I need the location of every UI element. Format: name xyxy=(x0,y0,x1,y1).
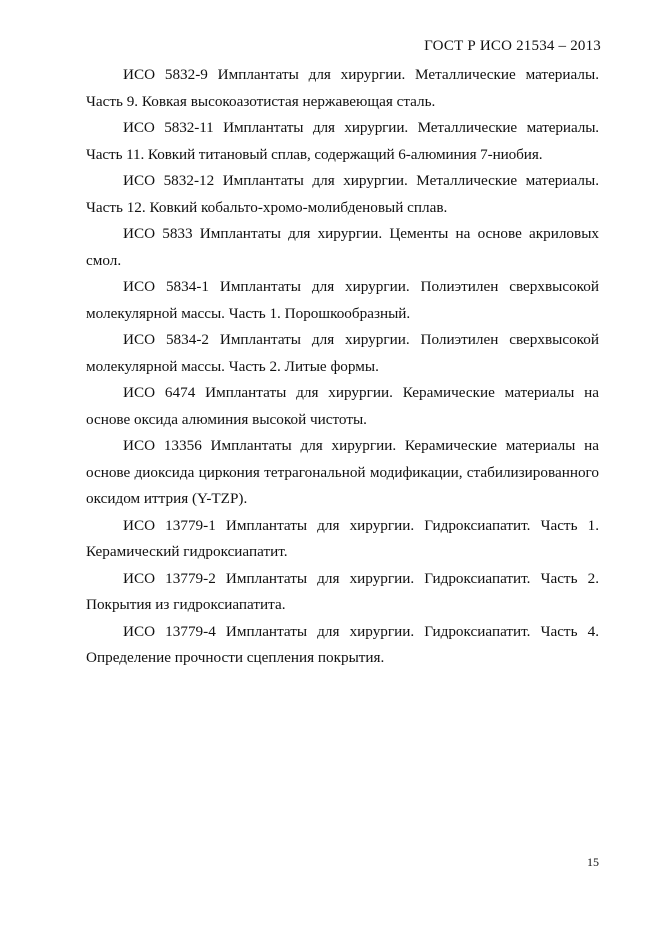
reference-item: ИСО 6474 Имплантаты для хирургии. Керамические материалы на основе оксида алюминия высокой чистоты. xyxy=(86,384,599,428)
reference-item: ИСО 5834-2 Имплантаты для хирургии. Полиэтилен сверхвысокой молекулярной массы. Часть 2. Литые формы. xyxy=(86,331,599,375)
document-header: ГОСТ Р ИСО 21534 – 2013 xyxy=(424,38,601,54)
reference-item: ИСО 5832-9 Имплантаты для хирургии. Металлические материалы. Часть 9. Ковкая высокоазотистая нержавеющая сталь. xyxy=(86,66,599,110)
reference-item: ИСО 5833 Имплантаты для хирургии. Цементы на основе акриловых смол. xyxy=(86,225,599,269)
reference-item: ИСО 5832-11 Имплантаты для хирургии. Металлические материалы. Часть 11. Ковкий титановый сплав, содержащий 6-алюминия 7-ниобия. xyxy=(86,119,599,163)
reference-item: ИСО 5834-1 Имплантаты для хирургии. Полиэтилен сверхвысокой молекулярной массы. Часть 1. Порошкообразный. xyxy=(86,278,599,322)
reference-item: ИСО 5832-12 Имплантаты для хирургии. Металлические материалы. Часть 12. Ковкий кобальто-хромо-молибденовый сплав. xyxy=(86,172,599,216)
reference-item: ИСО 13779-1 Имплантаты для хирургии. Гидроксиапатит. Часть 1. Керамический гидроксиапатит. xyxy=(86,516,599,560)
references-list xyxy=(86,62,599,672)
page-number: 15 xyxy=(587,855,599,869)
reference-item: ИСО 13779-2 Имплантаты для хирургии. Гидроксиапатит. Часть 2. Покрытия из гидроксиапатита. xyxy=(86,569,599,613)
reference-item: ИСО 13356 Имплантаты для хирургии. Керамические материалы на основе диоксида циркония тетрагональной модификации, стабилизированного оксидом иттрия (Y-TZP). xyxy=(86,437,599,507)
reference-item: ИСО 13779-4 Имплантаты для хирургии. Гидроксиапатит. Часть 4. Определение прочности сцепления покрытия. xyxy=(86,622,599,666)
